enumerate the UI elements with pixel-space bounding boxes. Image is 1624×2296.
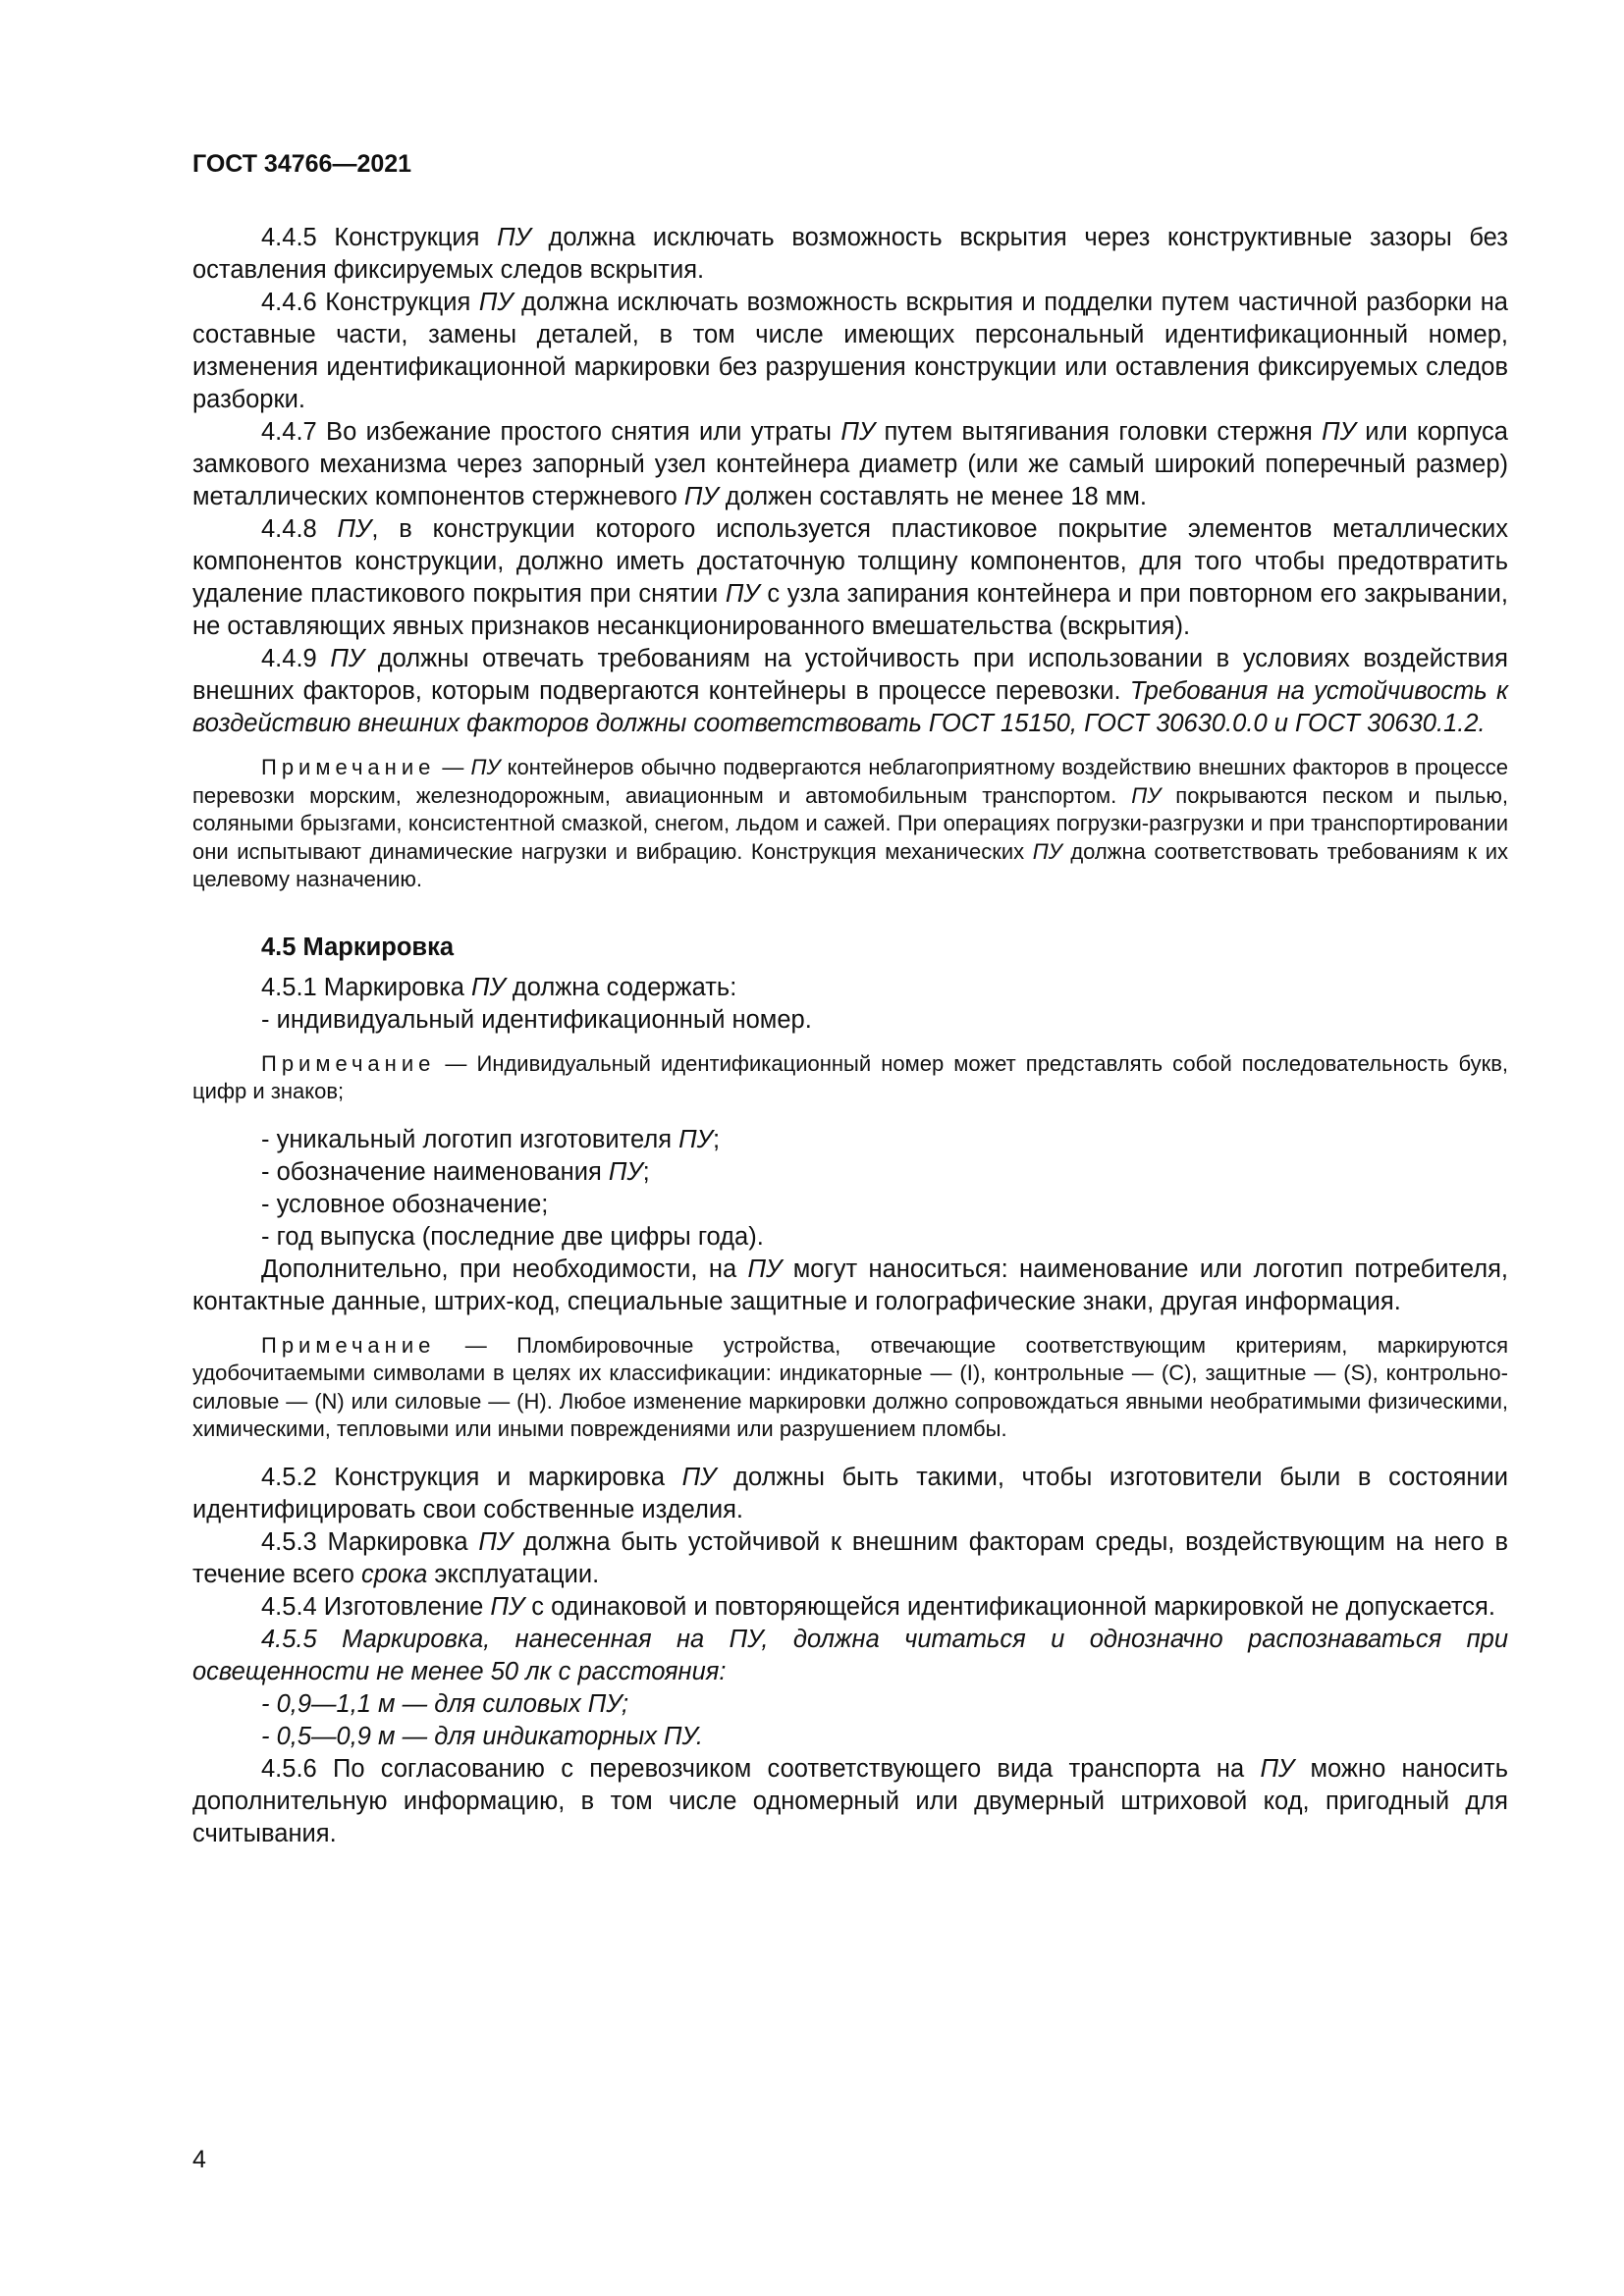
clause-4-4-9: 4.4.9 ПУ должны отвечать требованиям на устойчивость при использовании в условиях воздействия внешних факторов, которым подвергаются контейнеры в процессе перевозки. Требования на устойчивость к воздействию внешних факторов должны соответствовать ГОСТ 15150, ГОСТ 30630.0.0 и ГОСТ 30630.1.2. xyxy=(192,645,1508,737)
clause-4-4-6: 4.4.6 Конструкция ПУ должна исключать возможность вскрытия и подделки путем частичной разборки на составные части, замены деталей, в том числе имеющих персональный идентификационный номер, изменения идентификационной маркировки без разрушения конструкции или оставления фиксируемых следов разборки. xyxy=(192,289,1508,413)
note-classification: Примечание — Пломбировочные устройства, отвечающие соответствующим критериям, маркируются удобочитаемыми символами в целях их классификации: индикаторные — (I), контрольные — (C), защитные — (S), контрольно-силовые — (N) или силовые — (H). Любое изменение маркировки должно сопровождаться явными необратимыми физическими, химическими, тепловыми или иными повреждениями или разрушением пломбы. xyxy=(192,1332,1509,1441)
clause-4-5-6: 4.5.6 По согласованию с перевозчиком соответствующего вида транспорта на ПУ можно наносить дополнительную информацию, в том числе одномерный или двумерный штриховой код, пригодный для считывания. xyxy=(192,1754,1509,1847)
page-number: 4 xyxy=(192,2146,206,2173)
clause-4-5-2: 4.5.2 Конструкция и маркировка ПУ должны быть такими, чтобы изготовители были в состоянии идентифицировать свои собственные изделия. xyxy=(192,1463,1508,1523)
list-item: - обозначение наименования ПУ; xyxy=(261,1157,650,1186)
note-label: Примечание xyxy=(261,1050,436,1076)
document-body xyxy=(192,222,1508,1850)
clause-4-5-4: 4.5.4 Изготовление ПУ с одинаковой и повторяющейся идентификационной маркировкой не допускается. xyxy=(261,1592,1495,1621)
note-label: Примечание xyxy=(261,1332,436,1358)
list-item: - 0,9—1,1 м — для силовых ПУ; xyxy=(261,1689,629,1718)
note-external-factors: Примечание — ПУ контейнеров обычно подвергаются неблагоприятному воздействию внешних факторов в процессе перевозки морским, железнодорожным, авиационным и автомобильным транспортом. ПУ покрываются песком и пылью, соляными брызгами, консистентной смазкой, снегом, льдом и сажей. При операциях погрузки-разгрузки и при транспортировании они испытывают динамические нагрузки и вибрацию. Конструкция механических ПУ должна соответствовать требованиям к их целевому назначению. xyxy=(192,755,1508,891)
clause-4-5-5: 4.5.5 Маркировка, нанесенная на ПУ, должна читаться и однозначно распознаваться при освещенности не менее 50 лк с расстояния: xyxy=(192,1625,1508,1685)
clause-4-4-5: 4.4.5 Конструкция ПУ должна исключать возможность вскрытия через конструктивные зазоры без оставления фиксируемых следов вскрытия. xyxy=(192,224,1508,284)
clause-4-5-1: 4.5.1 Маркировка ПУ должна содержать: xyxy=(261,973,737,1001)
section-heading-4-5: 4.5 Маркировка xyxy=(261,933,455,961)
document-header: ГОСТ 34766—2021 xyxy=(192,150,412,178)
list-item: - условное обозначение; xyxy=(261,1190,549,1218)
clause-4-5-3: 4.5.3 Маркировка ПУ должна быть устойчивой к внешним факторам среды, воздействующим на него в течение всего срока эксплуатации. xyxy=(192,1527,1508,1588)
list-item: - уникальный логотип изготовителя ПУ; xyxy=(261,1125,721,1153)
clause-4-4-7: 4.4.7 Во избежание простого снятия или утраты ПУ путем вытягивания головки стержня ПУ или корпуса замкового механизма через запорный узел контейнера диаметр (или же самый широкий поперечный размер) металлических компонентов стержневого ПУ должен составлять не менее 18 мм. xyxy=(192,418,1508,510)
list-item: - 0,5—0,9 м — для индикаторных ПУ. xyxy=(261,1722,703,1750)
note-identification-number: Примечание — Индивидуальный идентификационный номер может представлять собой последовательность букв, цифр и знаков; xyxy=(192,1050,1508,1103)
note-label: Примечание xyxy=(261,755,436,779)
clause-4-4-8: 4.4.8 ПУ, в конструкции которого используется пластиковое покрытие элементов металлических компонентов конструкции, должно иметь достаточную толщину компонентов, для того чтобы предотвратить удаление пластикового покрытия при снятии ПУ с узла запирания контейнера и при повторном его закрывании, не оставляющих явных признаков несанкционированного вмешательства (вскрытия). xyxy=(192,515,1509,640)
paragraph-additional-marking: Дополнительно, при необходимости, на ПУ могут наноситься: наименование или логотип потребителя, контактные данные, штрих-код, специальные защитные и голографические знаки, другая информация. xyxy=(192,1255,1508,1315)
list-item: - год выпуска (последние две цифры года). xyxy=(261,1222,764,1251)
list-item: - индивидуальный идентификационный номер. xyxy=(261,1005,812,1034)
